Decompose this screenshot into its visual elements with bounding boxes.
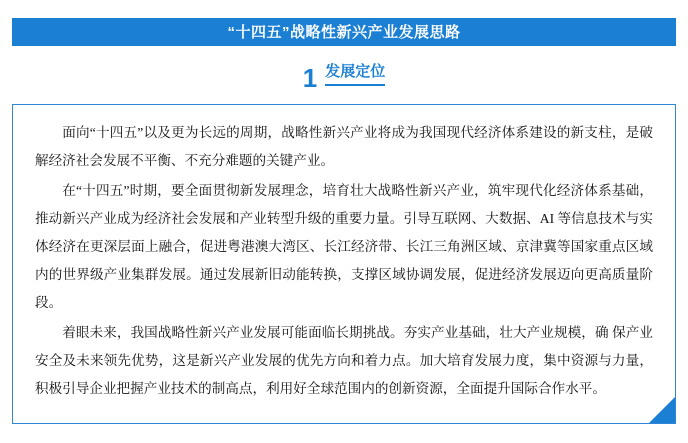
section-underline — [325, 84, 385, 86]
paragraph: 在“十四五”时期，要全面贯彻新发展理念，培育壮大战略性新兴产业，筑牢现代化经济体系基础，推动新兴产业成为经济社会发展和产业转型升级的重要力量。引导互联网、大数据、AI 等信息技术与实体经济在更深层面上融合，促进粤港澳大湾区、长江经济带、长江三角洲区域、京津冀等国家重点区域内的世界级产业集群发展。通过发展新旧动能转换，支撑区域协调发展，促进经济发展迈向更高质量阶段。 — [35, 183, 653, 310]
page-title: “十四五”战略性新兴产业发展思路 — [227, 23, 461, 41]
section-label: 发展定位 — [325, 63, 386, 80]
section-heading — [0, 58, 688, 96]
paragraph: 着眼未来，我国战略性新兴产业发展可能面临长期挑战。夯实产业基础，壮大产业规模，确 保产业安全及未来领先优势，这是新兴产业发展的优先方向和着力点。加大培育发展力度，集中资源与力量，积极引导企业把握产业技术的制高点，利用好全球范围内的创新资源，全面提升国际合作水平。 — [35, 325, 653, 396]
paragraph: 面向“十四五”以及更为长远的周期，战略性新兴产业将成为我国现代经济体系建设的新支柱，是破解经济社会发展不平衡、不充分难题的关键产业。 — [35, 125, 653, 168]
content-box — [12, 104, 676, 424]
corner-triangle-decoration — [649, 397, 675, 423]
section-number: 1 — [302, 63, 318, 93]
section-label-wrap — [325, 64, 385, 90]
document-title-bar — [12, 18, 676, 46]
